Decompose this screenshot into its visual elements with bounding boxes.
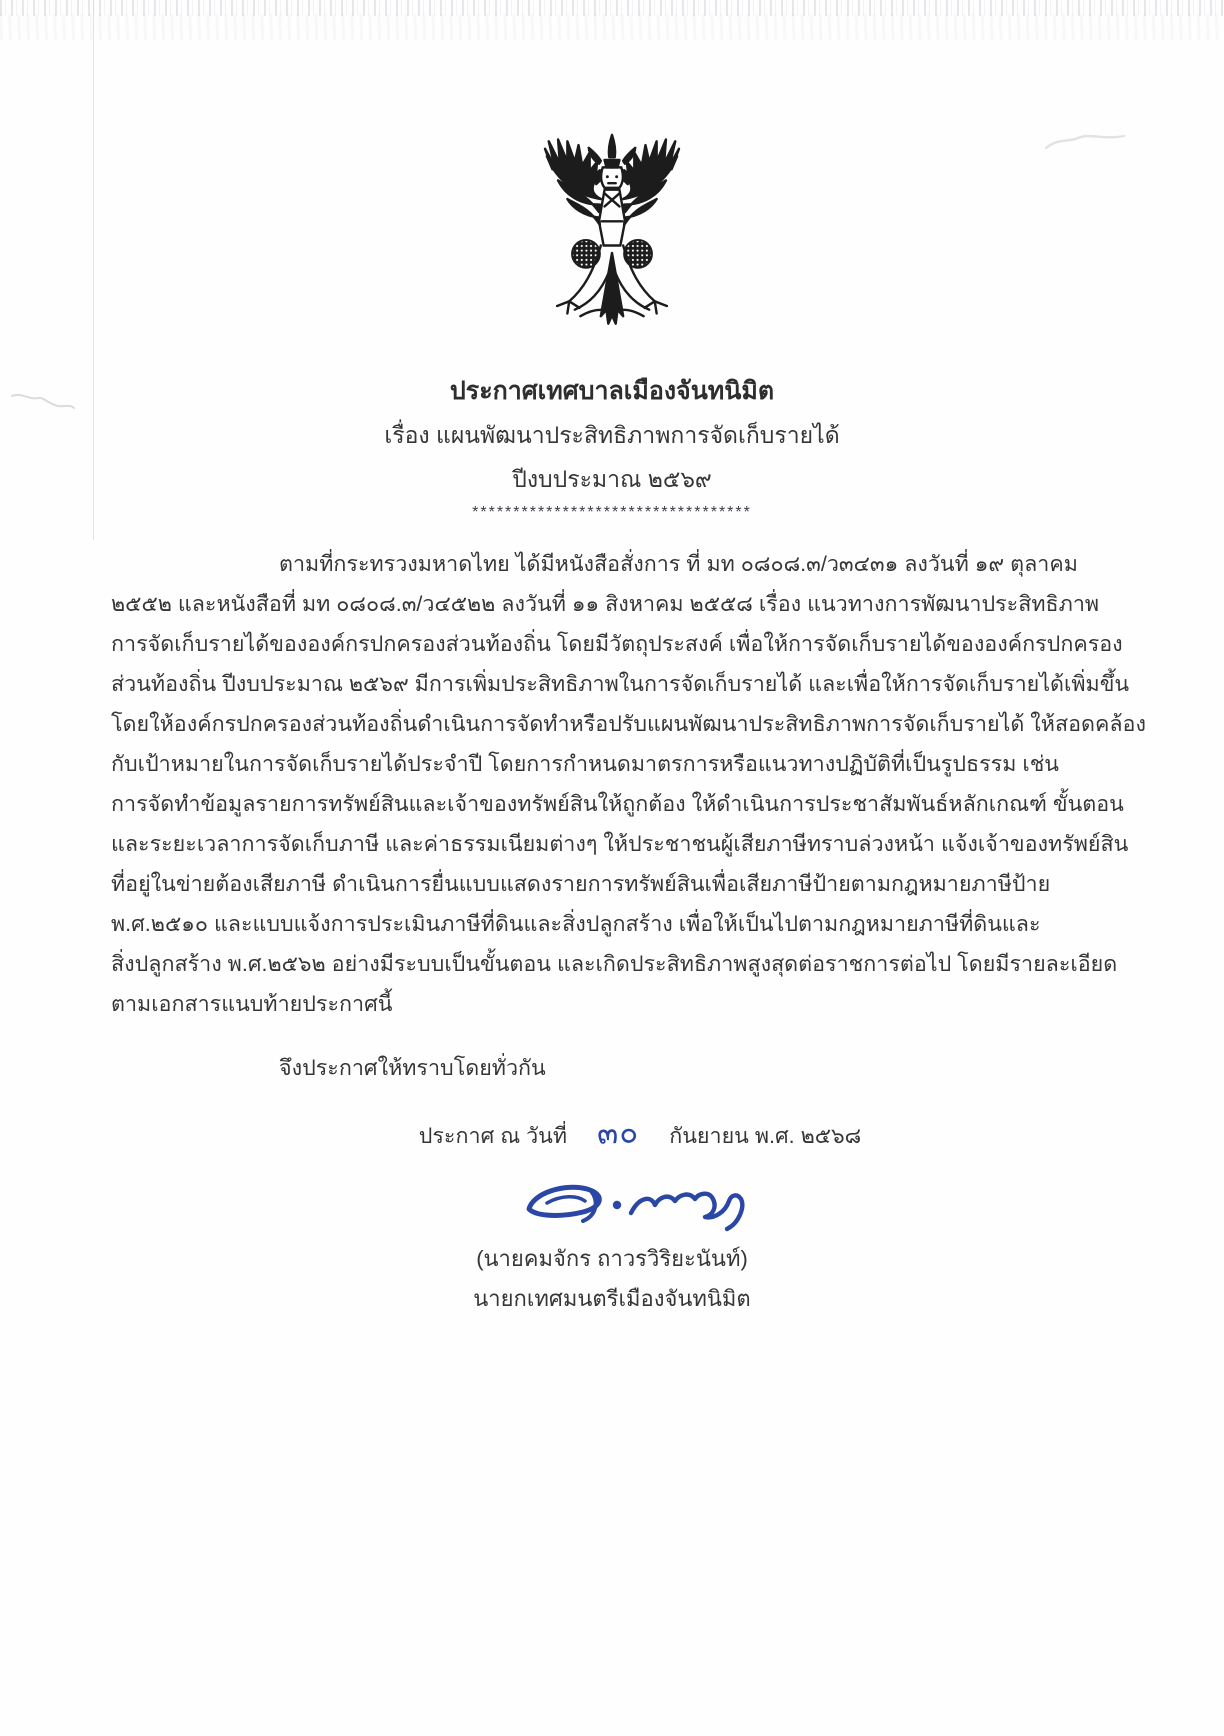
signatory-position: นายกเทศมนตรีเมืองจันทนิมิต [473, 1286, 751, 1311]
date-prefix: ประกาศ ณ วันที่ [418, 1124, 568, 1148]
body-line: การจัดทำข้อมูลรายการทรัพย์สินและเจ้าของทรัพย์สินให้ถูกต้อง ให้ดำเนินการประชาสัมพันธ์หลักเกณฑ์ ขั้นตอน [111, 792, 1124, 816]
signatory-name: (นายคมจักร ถาวรวิริยะนันท์) [476, 1246, 748, 1271]
garuda-emblem-icon [519, 132, 705, 346]
scan-noise-band-2 [0, 14, 1224, 40]
handwritten-day: ๓๐ [596, 1114, 640, 1151]
body-line: พ.ศ.๒๕๑๐ และแบบแจ้งการประเมินภาษีที่ดินและสิ่งปลูกสร้าง เพื่อให้เป็นไปตามกฎหมายภาษีที่ดินและ [111, 912, 1041, 936]
body-line: ตามที่กระทรวงมหาดไทย ได้มีหนังสือสั่งการ ที่ มท ๐๘๐๘.๓/ว๓๔๓๑ ลงวันที่ ๑๙ ตุลาคม [279, 552, 1078, 576]
announcement-title: ประกาศเทศบาลเมืองจันทนิมิต [449, 377, 775, 405]
pencil-mark-topright [1040, 128, 1130, 156]
scan-fold-line [93, 0, 94, 540]
body-line: กับเป้าหมายในการจัดเก็บรายได้ประจำปี โดยการกำหนดมาตรการหรือแนวทางปฏิบัติที่เป็นรูปธรรม เช่น [111, 752, 1060, 776]
closing-line: จึงประกาศให้ทราบโดยทั่วกัน [279, 1056, 546, 1080]
announcement-subject: เรื่อง แผนพัฒนาประสิทธิภาพการจัดเก็บรายได้ [384, 422, 840, 448]
body-line: โดยให้องค์กรปกครองส่วนท้องถิ่นดำเนินการจัดทำหรือปรับแผนพัฒนาประสิทธิภาพการจัดเก็บรายได้ ให้สอดคล้อง [111, 712, 1146, 736]
body-line: ตามเอกสารแนบท้ายประกาศนี้ [111, 992, 393, 1016]
body-line: การจัดเก็บรายได้ขององค์กรปกครองส่วนท้องถิ่น โดยมีวัตถุประสงค์ เพื่อให้การจัดเก็บรายได้ขององค์กรปกครอง [111, 632, 1123, 656]
date-suffix: กันยายน พ.ศ. ๒๕๖๘ [669, 1124, 862, 1148]
body-line: ๒๕๕๒ และหนังสือที่ มท ๐๘๐๘.๓/ว๔๕๒๒ ลงวันที่ ๑๑ สิงหาคม ๒๕๕๘ เรื่อง แนวทางการพัฒนาประสิทธิภาพ [111, 592, 1100, 616]
asterisk-divider: ********************************** [472, 504, 752, 521]
body-line: สิ่งปลูกสร้าง พ.ศ.๒๕๖๒ อย่างมีระบบเป็นขั้นตอน และเกิดประสิทธิภาพสูงสุดต่อราชการต่อไป โดยมีรายละเอียด [111, 952, 1118, 976]
body-line: ที่อยู่ในข่ายต้องเสียภาษี ดำเนินการยื่นแบบแสดงรายการทรัพย์สินเพื่อเสียภาษีป้ายตามกฎหมายภาษีป้าย [111, 872, 1051, 896]
body-line: และระยะเวลาการจัดเก็บภาษี และค่าธรรมเนียมต่างๆ ให้ประชาชนผู้เสียภาษีทราบล่วงหน้า แจ้งเจ้าของทรัพย์สิน [111, 832, 1129, 856]
fiscal-year-line: ปีงบประมาณ ๒๕๖๙ [512, 466, 712, 492]
signature-block [0, 1171, 1224, 1319]
body-paragraph [111, 544, 1146, 1024]
scan-noise-band [0, 0, 1224, 16]
handwritten-signature-icon [513, 1171, 763, 1237]
body-line: ส่วนท้องถิ่น ปีงบประมาณ ๒๕๖๙ มีการเพิ่มประสิทธิภาพในการจัดเก็บรายได้ และเพื่อให้การจัดเก็บรายได้เพิ่มขึ้น [111, 672, 1130, 696]
date-line [28, 1114, 1224, 1153]
